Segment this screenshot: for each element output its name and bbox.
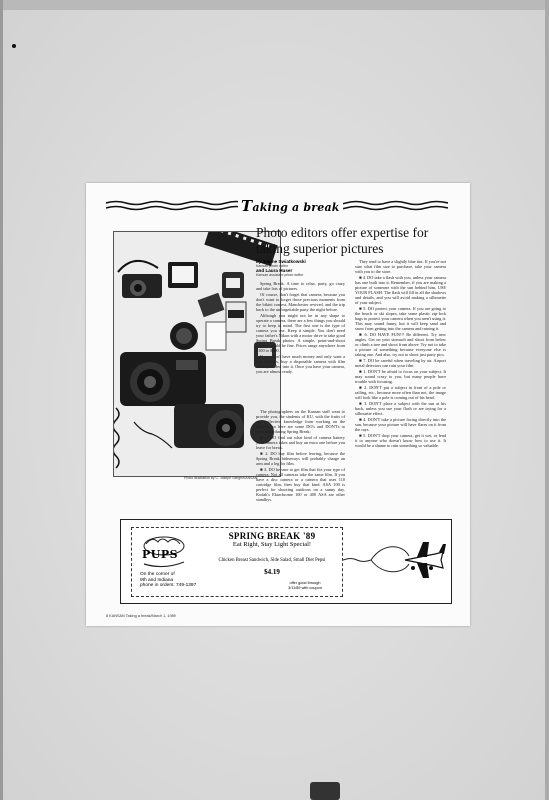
paragraph: ■ 3. DON'T place a subject with the sun at his back, unless you use your flash or are trying for a silhouette effect. (355, 401, 446, 416)
paragraph: Spring Break. A time to relax, party, go crazy and take lots of pictures. (256, 281, 345, 291)
offer-line: offer good through (289, 581, 321, 585)
paragraph: The photographers on the Kansan staff want to provide you, the students of KU, with the fruits of our collective knowledge from working on the Kansan, so here are some DO's and DON'Ts to remember during Spring Break: (256, 409, 345, 434)
airplane-icon (343, 530, 447, 590)
ad-headline: SPRING BREAK '89 (228, 531, 316, 541)
coupon (131, 527, 343, 597)
paragraph: ■ 4. DON'T take a picture facing directly into the sun, because your picture will have flares on it from the rays. (355, 417, 446, 432)
article-column-right (355, 259, 446, 449)
ad-offer-terms (270, 581, 340, 590)
paragraph: ■ 1. DON'T be afraid to focus on your subject. It may sound crazy to you, but many people have trouble with focusing. (355, 369, 446, 384)
paragraph: ■ 2. DO buy film before leaving, because the Spring Break hideaways will probably charge an arm and a leg for film. (256, 451, 345, 466)
ad-price: $4.19 (264, 568, 280, 576)
paragraph: Of course, don't forget that camera, because you don't want to forget those precious moments from the bikini contest, Manchester revived, and the trip back to the unforgettable party the night before. (256, 292, 345, 312)
paragraph: Although you might not be in any shape to operate a camera, there are a few things you should try to keep in mind. The first one is the type of camera you use. Keep it simple. You don't need your father's Nikon with a motor drive to take good Spring Break photos. A simple, point-and-shoot camera would be fine. Prices range anywhere from $100 to $300. (256, 313, 345, 353)
paragraph: ■ 3. DO be sure to get film that fits your type of camera. Not all cameras take the same film. If you have a disc camera or a camera that uses 110 cartridge film, then buy that kind. ASA 100 is perfect for shooting outdoors on a sunny day. Kodak's Ektachrome 100 or 400 ASA are other standbys. (256, 467, 345, 502)
paragraph: If you don't have much money and only want a few pictures, buy a disposable camera with film already loaded into it. Once you have your camera, you are almost ready. (256, 354, 345, 374)
paragraph: ■ 7. DO be careful when traveling by air. Airport metal detectors can ruin your film. (355, 358, 446, 368)
paragraph: ■ 5. DO protect your camera. If you are going to the beach or ski slopes, take some plastic zip-lock bags to protect your camera when you aren't using it. This may sound funny, but it will keep sand and snow from getting into the camera and ruining it. (355, 306, 446, 331)
paragraph: ■ 5. DON'T drop your camera, get it wet, or lend it to anyone who doesn't know how to use it. It would be a shame to ruin something so valuable. (355, 433, 446, 448)
paragraph: ■ 6. DO HAVE FUN!!! Be different. Try new angles. Get on your stomach and shoot from below or climb a tree and shoot from above. Try not to take a picture of something because everyone else is taking one. And also, try not to shoot just party pics. (355, 332, 446, 357)
scan-top-edge (0, 0, 549, 10)
byline-role-2: Kansan assistant photo editor (256, 273, 304, 278)
paragraph: ■ 2. DON'T put a subject in front of a pole or railing, etc., because more often than not, the image will look like a pole is coming out of his head. (355, 385, 446, 400)
address-line: 9th and Indiana (140, 577, 174, 583)
ad-address (140, 572, 196, 589)
byline-author-2: and Laura Huser (256, 268, 293, 274)
paragraph: They tend to have a slightly blue tint. If you're not sure what film size to purchase, take your camera with you to the store. (355, 259, 446, 274)
paragraph: ■ 1. DO find out what kind of camera battery your camera takes and buy an extra one before you leave for break. (256, 435, 345, 450)
byline-author-1: by Janine Swiatkowski (256, 259, 306, 264)
offer-line: 3/11/89 with coupon (288, 585, 322, 590)
byline (256, 259, 346, 278)
photo-credit: Photo illustration by C. Joseph Sleigh/KANSAN (184, 476, 258, 480)
section-header: Taking a break (238, 197, 343, 215)
article-column-middle (256, 281, 345, 375)
address-line: On the corner of (140, 572, 175, 577)
advertisement (120, 519, 452, 604)
paragraph: ■ 4. DO take a flash with you, unless your camera has one built into it. Remember, if you are making a picture of someone with the sun behind him, USE YOUR FLASH. The flash will fill in all the shadows and details, and you will avoid making a silhouette of your subject. (355, 275, 446, 305)
address-line: phone in orders: 749-1397 (140, 583, 197, 589)
byline-role-1: Kansan photo editor (256, 264, 289, 268)
article-headline: Photo editors offer expertise for taking superior pictures (256, 225, 429, 256)
ad-subhead: Eat Right, Stay Light Special! (232, 541, 312, 548)
scan-dust-mark (12, 44, 16, 48)
scan-right-edge (545, 0, 549, 800)
article-column-middle-lower (256, 409, 345, 503)
pups-logo-text: PUPS (142, 548, 179, 561)
page-footer: 8 KANSAN Taking a break/March 1, 1989 (106, 614, 176, 618)
scan-smudge (310, 782, 340, 800)
ad-menu-items: Chicken Breast Sandwich, Side Salad, Small Diet Pepsi (218, 558, 326, 563)
newspaper-page (86, 183, 470, 626)
scan-left-edge (0, 0, 3, 800)
